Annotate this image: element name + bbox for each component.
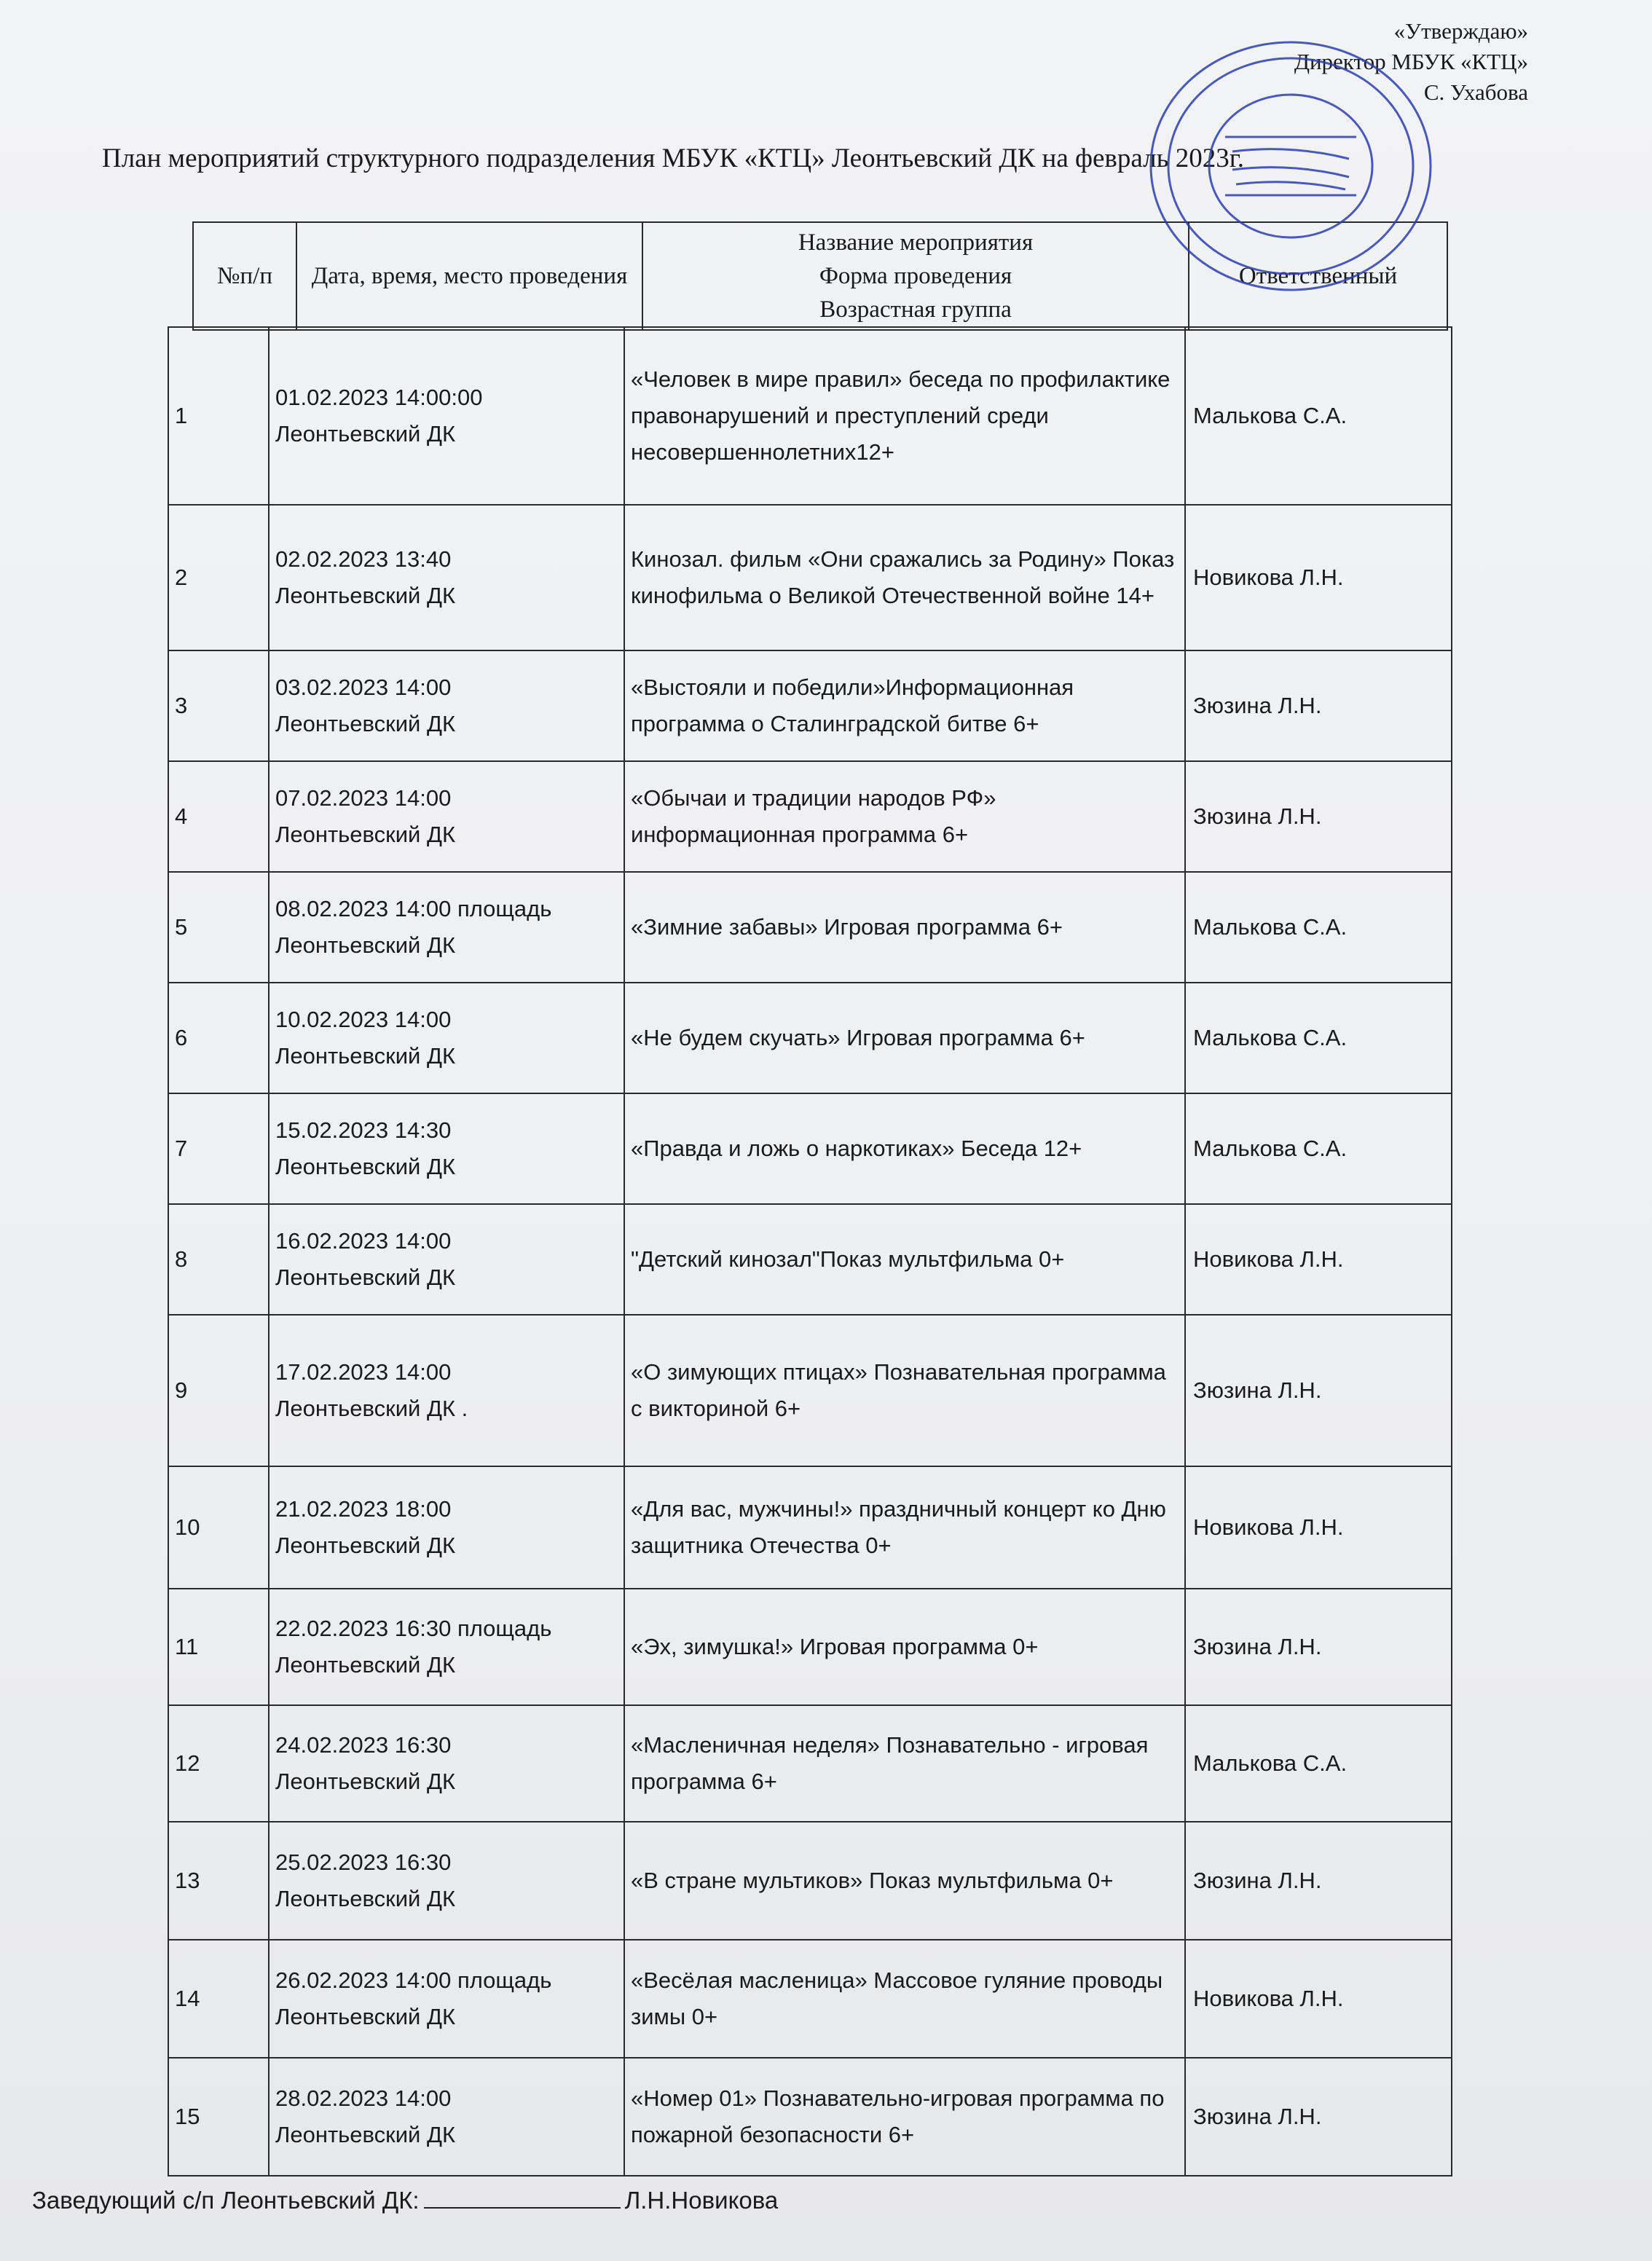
row-event-name: "Детский кинозал"Показ мультфильма 0+ bbox=[624, 1204, 1185, 1315]
row-date-place bbox=[269, 1822, 624, 1940]
table-row bbox=[168, 983, 1452, 1093]
row-number: 5 bbox=[168, 872, 269, 983]
table-row bbox=[168, 2058, 1452, 2176]
row-date: 24.02.2023 16:30 bbox=[275, 1732, 452, 1758]
row-responsible: Зюзина Л.Н. bbox=[1185, 2058, 1452, 2176]
row-event-name: «Обычаи и традиции народов РФ» информационная программа 6+ bbox=[624, 761, 1185, 872]
row-number: 4 bbox=[168, 761, 269, 872]
row-date: 22.02.2023 16:30 площадь bbox=[275, 1616, 552, 1641]
row-date: 15.02.2023 14:30 bbox=[275, 1117, 452, 1143]
row-responsible: Новикова Л.Н. bbox=[1185, 505, 1452, 650]
row-date-place bbox=[269, 1315, 624, 1466]
row-date-place bbox=[269, 872, 624, 983]
table-row bbox=[168, 1093, 1452, 1204]
row-place: Леонтьевский ДК bbox=[275, 1886, 456, 1911]
row-responsible: Зюзина Л.Н. bbox=[1185, 1315, 1452, 1466]
row-place: Леонтьевский ДК bbox=[275, 1652, 456, 1678]
header-date: Дата, время, место проведения bbox=[296, 222, 642, 330]
row-responsible: Новикова Л.Н. bbox=[1185, 1940, 1452, 2058]
row-date: 26.02.2023 14:00 площадь bbox=[275, 1967, 552, 1993]
table-row bbox=[168, 1315, 1452, 1466]
signature-footer bbox=[32, 2187, 778, 2214]
table-row bbox=[168, 1204, 1452, 1315]
row-event-name: «Весёлая масленица» Массовое гуляние проводы зимы 0+ bbox=[624, 1940, 1185, 2058]
row-number: 10 bbox=[168, 1466, 269, 1589]
row-responsible: Малькова С.А. bbox=[1185, 983, 1452, 1093]
row-date-place bbox=[269, 761, 624, 872]
table-row bbox=[168, 872, 1452, 983]
row-place: Леонтьевский ДК bbox=[275, 1154, 456, 1179]
header-name-line-2: Форма проведения bbox=[819, 263, 1012, 289]
row-date-place bbox=[269, 505, 624, 650]
row-responsible: Зюзина Л.Н. bbox=[1185, 650, 1452, 761]
row-number: 6 bbox=[168, 983, 269, 1093]
row-date-place bbox=[269, 1589, 624, 1705]
row-date-place bbox=[269, 1466, 624, 1589]
header-num: №п/п bbox=[193, 222, 296, 330]
row-event-name: «Не будем скучать» Игровая программа 6+ bbox=[624, 983, 1185, 1093]
footer-name: Л.Н.Новикова bbox=[624, 2187, 779, 2214]
row-number: 11 bbox=[168, 1589, 269, 1705]
row-place: Леонтьевский ДК bbox=[275, 2004, 456, 2029]
row-place: Леонтьевский ДК bbox=[275, 1043, 456, 1069]
row-date-place bbox=[269, 1940, 624, 2058]
header-resp: Ответственный bbox=[1189, 222, 1447, 330]
row-date: 28.02.2023 14:00 bbox=[275, 2085, 452, 2111]
table-row bbox=[168, 761, 1452, 872]
row-date-place bbox=[269, 2058, 624, 2176]
row-date: 25.02.2023 16:30 bbox=[275, 1849, 452, 1875]
row-number: 12 bbox=[168, 1705, 269, 1822]
row-place: Леонтьевский ДК bbox=[275, 583, 456, 608]
row-date: 10.02.2023 14:00 bbox=[275, 1007, 452, 1032]
row-date-place bbox=[269, 327, 624, 505]
row-number: 9 bbox=[168, 1315, 269, 1466]
row-place: Леонтьевский ДК bbox=[275, 711, 456, 736]
seal-rings bbox=[1151, 42, 1431, 290]
row-responsible: Зюзина Л.Н. bbox=[1185, 761, 1452, 872]
row-responsible: Малькова С.А. bbox=[1185, 872, 1452, 983]
row-responsible: Малькова С.А. bbox=[1185, 1705, 1452, 1822]
table-row bbox=[168, 1589, 1452, 1705]
row-event-name: «Зимние забавы» Игровая программа 6+ bbox=[624, 872, 1185, 983]
document-title: План мероприятий структурного подразделения МБУК «КТЦ» Леонтьевский ДК на февраль 2023г. bbox=[102, 143, 1244, 173]
row-number: 3 bbox=[168, 650, 269, 761]
row-responsible: Малькова С.А. bbox=[1185, 1093, 1452, 1204]
row-event-name: «О зимующих птицах» Познавательная программа с викториной 6+ bbox=[624, 1315, 1185, 1466]
row-number: 15 bbox=[168, 2058, 269, 2176]
table-row bbox=[168, 1822, 1452, 1940]
row-event-name: «В стране мультиков» Показ мультфильма 0+ bbox=[624, 1822, 1185, 1940]
approval-line-2: Директор МБУК «КТЦ» bbox=[1294, 49, 1528, 74]
row-date-place bbox=[269, 1204, 624, 1315]
row-place: Леонтьевский ДК bbox=[275, 1533, 456, 1558]
row-place: Леонтьевский ДК bbox=[275, 421, 456, 447]
row-date-place bbox=[269, 650, 624, 761]
row-event-name: Кинозал. фильм «Они сражались за Родину» Показ кинофильма о Великой Отечественной войне 14+ bbox=[624, 505, 1185, 650]
official-seal bbox=[1145, 35, 1436, 297]
row-place: Леонтьевский ДК bbox=[275, 822, 456, 847]
row-date: 03.02.2023 14:00 bbox=[275, 675, 452, 700]
row-place: Леонтьевский ДК bbox=[275, 1265, 456, 1290]
table-row bbox=[168, 1466, 1452, 1589]
row-responsible: Зюзина Л.Н. bbox=[1185, 1822, 1452, 1940]
row-event-name: «Масленичная неделя» Познавательно - игровая программа 6+ bbox=[624, 1705, 1185, 1822]
row-date: 01.02.2023 14:00:00 bbox=[275, 385, 483, 410]
row-event-name: «Эх, зимушка!» Игровая программа 0+ bbox=[624, 1589, 1185, 1705]
events-table bbox=[168, 326, 1452, 2177]
table-row bbox=[168, 650, 1452, 761]
table-row bbox=[168, 505, 1452, 650]
row-date-place bbox=[269, 1705, 624, 1822]
row-responsible: Новикова Л.Н. bbox=[1185, 1204, 1452, 1315]
row-date-place bbox=[269, 983, 624, 1093]
table-row bbox=[168, 1705, 1452, 1822]
row-date: 08.02.2023 14:00 площадь bbox=[275, 896, 552, 921]
row-place: Леонтьевский ДК . bbox=[275, 1396, 468, 1421]
header-name-line-3: Возрастная группа bbox=[819, 296, 1012, 323]
row-date: 17.02.2023 14:00 bbox=[275, 1359, 452, 1385]
row-number: 7 bbox=[168, 1093, 269, 1204]
row-event-name: «Для вас, мужчины!» праздничный концерт ко Дню защитника Отечества 0+ bbox=[624, 1466, 1185, 1589]
row-place: Леонтьевский ДК bbox=[275, 932, 456, 958]
row-date: 21.02.2023 18:00 bbox=[275, 1496, 452, 1522]
row-number: 2 bbox=[168, 505, 269, 650]
approval-line-3: С. Ухабова bbox=[1423, 79, 1528, 105]
row-date: 16.02.2023 14:00 bbox=[275, 1228, 452, 1254]
footer-position: Заведующий с/п Леонтьевский ДК: bbox=[32, 2187, 420, 2214]
row-number: 13 bbox=[168, 1822, 269, 1940]
table-row bbox=[168, 327, 1452, 505]
approval-line-1: «Утверждаю» bbox=[1393, 18, 1528, 44]
row-date: 02.02.2023 13:40 bbox=[275, 546, 452, 572]
signature-line bbox=[424, 2187, 621, 2209]
header-name-line-1: Название мероприятия bbox=[798, 229, 1034, 256]
row-number: 1 bbox=[168, 327, 269, 505]
table-row bbox=[168, 1940, 1452, 2058]
row-event-name: «Выстояли и победили»Информационная программа о Сталинградской битве 6+ bbox=[624, 650, 1185, 761]
row-place: Леонтьевский ДК bbox=[275, 2122, 456, 2147]
row-responsible: Малькова С.А. bbox=[1185, 327, 1452, 505]
row-responsible: Зюзина Л.Н. bbox=[1185, 1589, 1452, 1705]
row-place: Леонтьевский ДК bbox=[275, 1769, 456, 1794]
row-number: 8 bbox=[168, 1204, 269, 1315]
row-event-name: «Правда и ложь о наркотиках» Беседа 12+ bbox=[624, 1093, 1185, 1204]
row-event-name: «Человек в мире правил» беседа по профилактике правонарушений и преступлений среди несовершеннолетних12+ bbox=[624, 327, 1185, 505]
row-date: 07.02.2023 14:00 bbox=[275, 785, 452, 811]
row-event-name: «Номер 01» Познавательно-игровая программа по пожарной безопасности 6+ bbox=[624, 2058, 1185, 2176]
row-date-place bbox=[269, 1093, 624, 1204]
row-number: 14 bbox=[168, 1940, 269, 2058]
header-name bbox=[642, 222, 1189, 330]
row-responsible: Новикова Л.Н. bbox=[1185, 1466, 1452, 1589]
